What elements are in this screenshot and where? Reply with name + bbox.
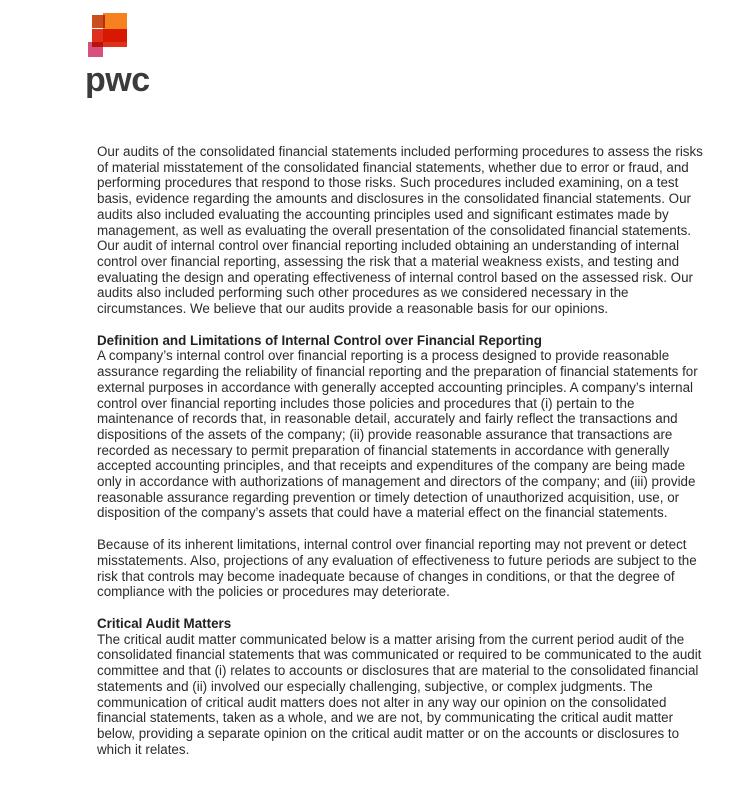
- pwc-wordmark: pwc: [85, 61, 150, 99]
- paragraph-icfr-definition: A company’s internal control over financial reporting is a process designed to provide reasonable assurance regarding the reliability of financial reporting and the preparation of financial statements for external purposes in accordance with generally accepted accounting principles. A company’s internal control over financial reporting includes those policies and procedures that (i) pertain to the maintenance of records that, in reasonable detail, accurately and fairly reflect the transactions and dispositions of the assets of the company; (ii) provide reasonable assurance that transactions are recorded as necessary to permit preparation of financial statements in accordance with generally accepted accounting principles, and that receipts and expenditures of the company are being made only in accordance with authorizations of management and directors of the company; and (iii) provide reasonable assurance regarding prevention or timely detection of unauthorized acquisition, use, or disposition of the company’s assets that could have a material effect on the financial statements.: [97, 348, 698, 521]
- heading-critical-audit-matters: Critical Audit Matters: [97, 615, 232, 631]
- paragraph-cam-description: The critical audit matter communicated below is a matter arising from the current period audit of the consolidated financial statements that was communicated or required to be communicated to the audit committee and that (i) relates to accounts or disclosures that are material to the consolidated financial statements and (ii) involved our especially challenging, subjective, or complex judgments. The communication of critical audit matters does not alter in any way our opinion on the consolidated financial statements, taken as a whole, and we are not, by communicating the critical audit matter below, providing a separate opinion on the critical audit matter or on the accounts or disclosures to which it relates.: [97, 631, 702, 757]
- logo-rust-square-icon: [92, 15, 105, 28]
- paragraph-inherent-limitations: Because of its inherent limitations, internal control over financial reporting may not prevent or detect misstatements. Also, projections of any evaluation of effectiveness to future periods are subject to the risk that controls may become inadequate because of changes in conditions, or that the degree of compliance with the policies or procedures may deteriorate.: [97, 537, 697, 600]
- pwc-logo-mark-icon: [88, 13, 138, 60]
- logo-rose-square-icon: [88, 42, 103, 57]
- paragraph-audit-procedures: Our audits of the consolidated financial statements included performing procedures to assess the risks of material misstatement of the consolidated financial statements, whether due to error or fraud, and performing procedures that respond to those risks. Such procedures included examining, on a test basis, evidence regarding the amounts and disclosures in the consolidated financial statements. Our audits also included evaluating the accounting principles used and significant estimates made by management, as well as evaluating the overall presentation of the consolidated financial statements. Our audit of internal control over financial reporting included obtaining an understanding of internal control over financial reporting, assessing the risk that a material weakness exists, and testing and evaluating the design and operating effectiveness of internal control based on the assessed risk. Our audits also included performing such other procedures as we considered necessary in the circumstances. We believe that our audits provide a reasonable basis for our opinions.: [97, 144, 703, 317]
- pwc-logo: [85, 13, 150, 97]
- report-body: [97, 144, 711, 773]
- heading-definition-and-limitations: Definition and Limitations of Internal Control over Financial Reporting: [97, 332, 542, 348]
